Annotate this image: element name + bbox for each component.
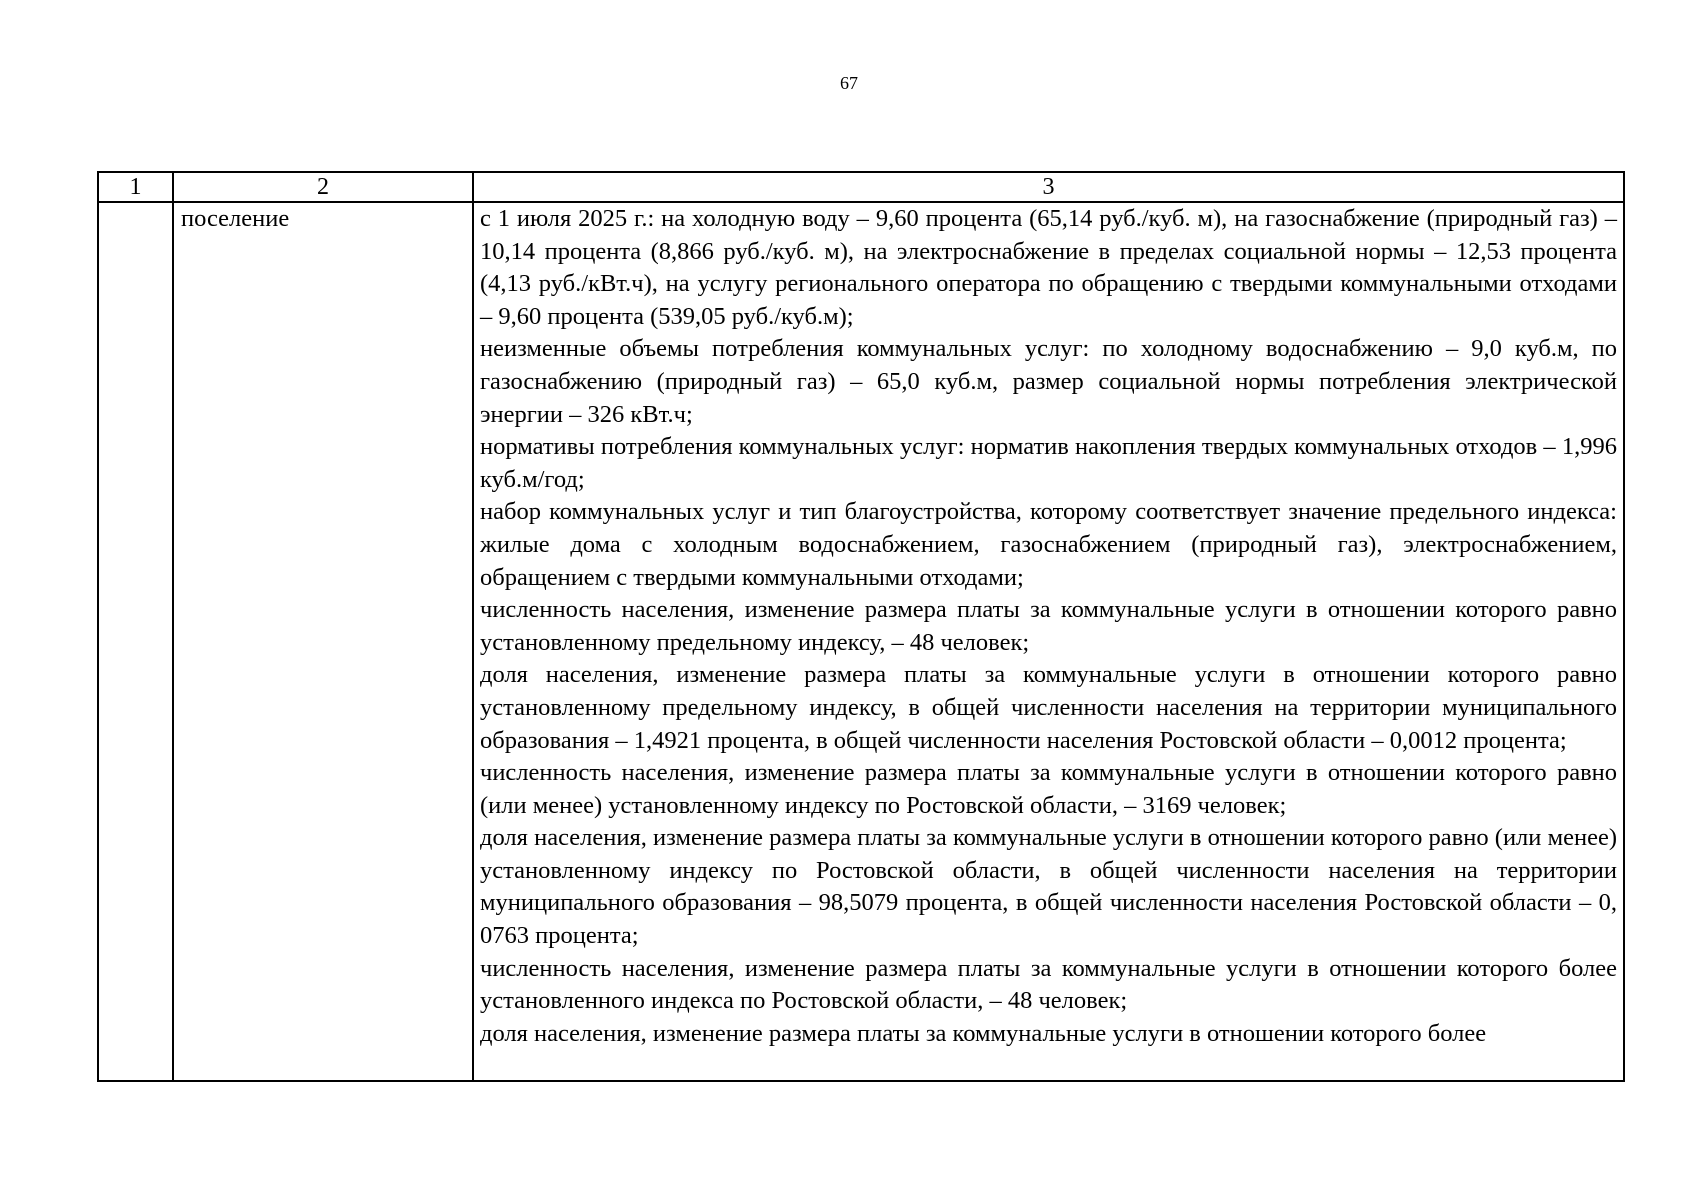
page-number: 67 bbox=[840, 73, 858, 93]
cell-column-1 bbox=[98, 202, 173, 1081]
data-table bbox=[97, 171, 1625, 1082]
paragraph-tariff-increase: с 1 июля 2025 г.: на холодную воду – 9,60 процента (65,14 руб./куб. м), на газоснабжение (природный газ) – 10,14 процента (8,866 руб./куб. м), на электроснабжение в пределах социальной нормы – 12,53 процента (4,13 руб./кВт.ч), на услугу регионального оператора по обращению с твердыми коммунальными отходами – 9,60 процента (539,05 руб./куб.м); bbox=[480, 205, 1617, 330]
column-header-3: 3 bbox=[473, 172, 1624, 202]
column-header-1: 1 bbox=[98, 172, 173, 202]
paragraph-share-above-regional: доля населения, изменение размера платы за коммунальные услуги в отношении которого более bbox=[480, 1019, 1487, 1047]
column-header-2: 2 bbox=[173, 172, 473, 202]
paragraph-consumption-volumes: неизменные объемы потребления коммунальных услуг: по холодному водоснабжению – 9,0 куб.м, по газоснабжению (природный газ) – 65,0 куб.м, размер социальной нормы потребления электрической энергии – 326 кВт.ч; bbox=[480, 335, 1617, 428]
paragraph-share-equal-limit: доля населения, изменение размера платы за коммунальные услуги в отношении которого равно установленному предельному индексу, в общей численности населения на территории муниципального образования – 1,4921 процента, в общей численности населения Ростовской области – 0,0012 процента; bbox=[480, 661, 1617, 754]
paragraph-population-equal-or-less-regional: численность населения, изменение размера платы за коммунальные услуги в отношении которого равно (или менее) установленному индексу по Ростовской области, – 3169 человек; bbox=[480, 759, 1617, 819]
paragraph-population-equal-limit: численность населения, изменение размера платы за коммунальные услуги в отношении которого равно установленному предельному индексу, – 48 человек; bbox=[480, 596, 1617, 656]
cell-settlement-type: поселение bbox=[173, 202, 473, 1081]
paragraph-service-set: набор коммунальных услуг и тип благоустройства, которому соответствует значение предельного индекса: жилые дома с холодным водоснабжением, газоснабжением (природный газ), электроснабжением, обращением с твердыми коммунальными отходами; bbox=[480, 498, 1617, 591]
paragraph-share-equal-or-less-regional: доля населения, изменение размера платы за коммунальные услуги в отношении которого равно (или менее) установленному индексу по Ростовской области, в общей численности населения на территории муниципального образования – 98,5079 процента, в общей численности населения Ростовской области – 0, 0763 процента; bbox=[480, 824, 1617, 950]
paragraph-consumption-norms: нормативы потребления коммунальных услуг: норматив накопления твердых коммунальных отходов – 1,996 куб.м/год; bbox=[480, 433, 1617, 493]
table-header-row bbox=[98, 172, 1624, 202]
paragraph-population-above-regional: численность населения, изменение размера платы за коммунальные услуги в отношении которого более установленного индекса по Ростовской области, – 48 человек; bbox=[480, 954, 1617, 1015]
table-row bbox=[98, 202, 1624, 1081]
cell-description bbox=[473, 202, 1624, 1081]
